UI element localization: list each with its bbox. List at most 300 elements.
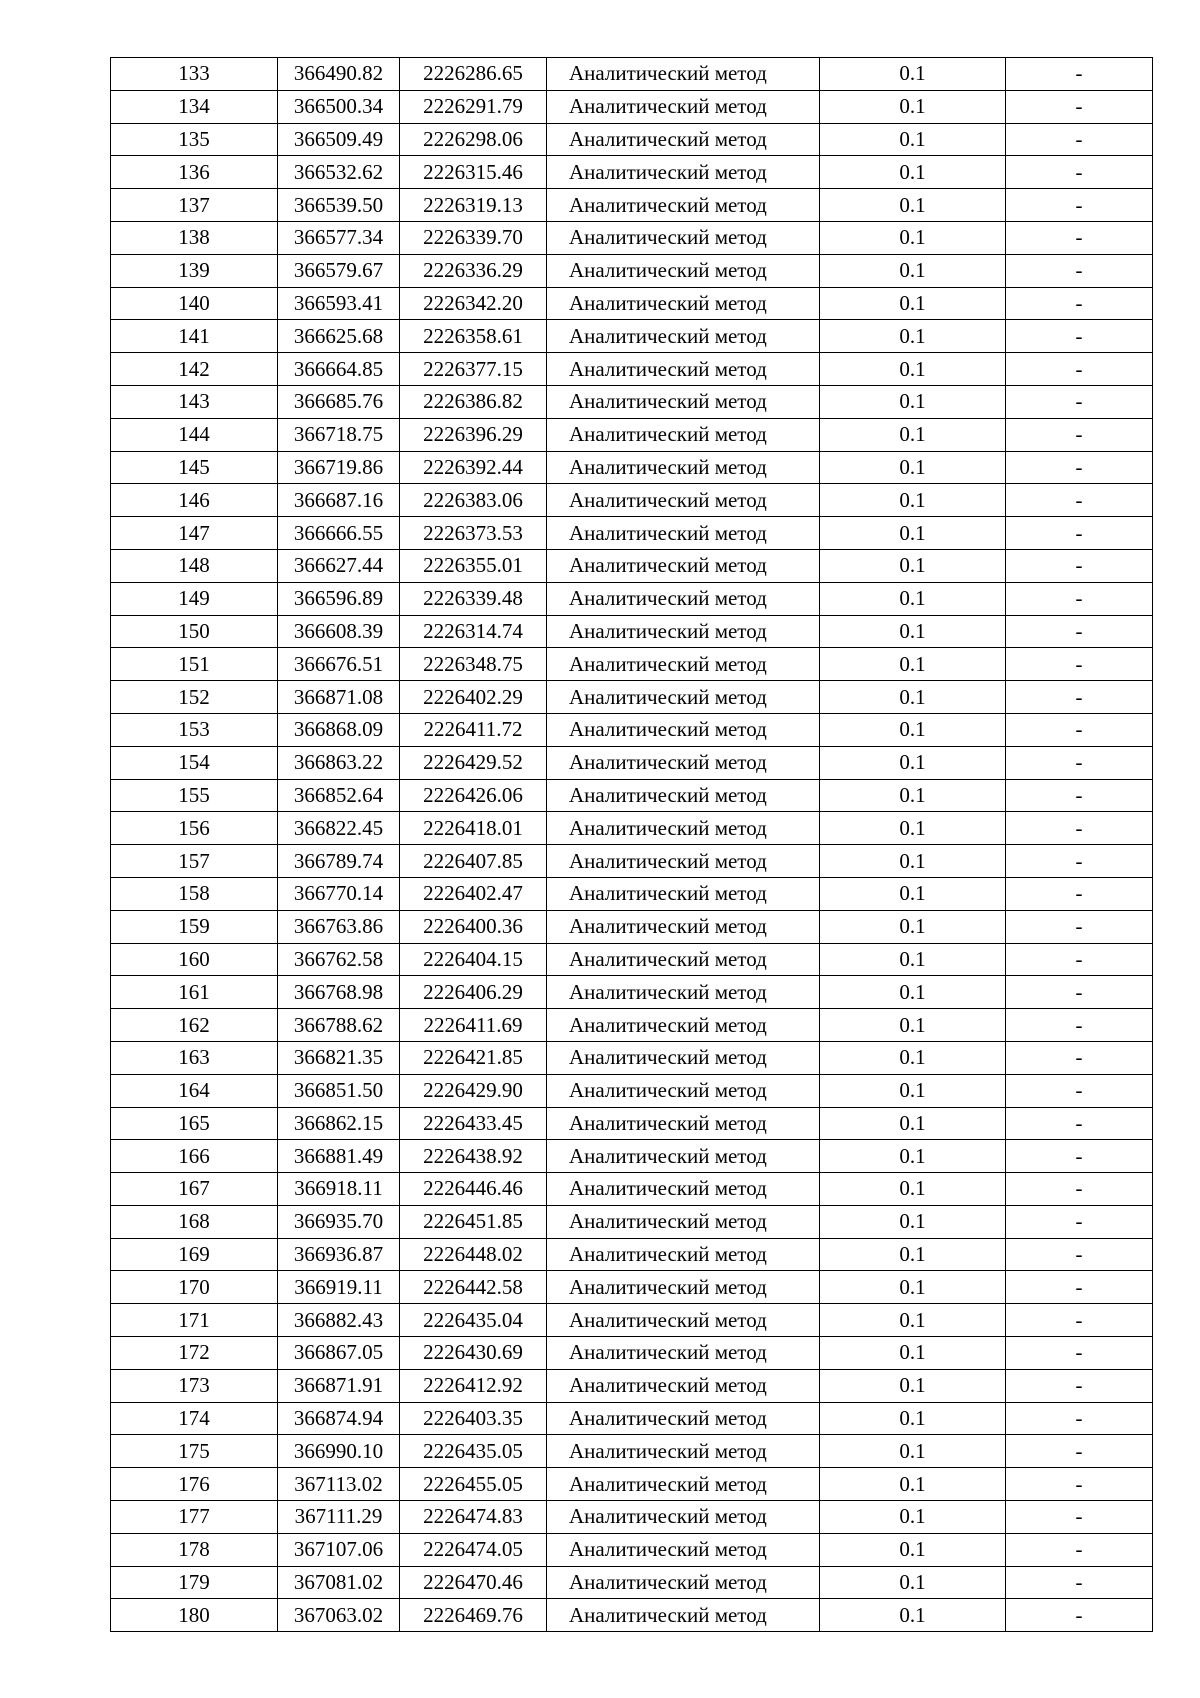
point-number-cell: 133 bbox=[111, 58, 278, 91]
point-number-cell: 150 bbox=[111, 615, 278, 648]
point-number-cell: 154 bbox=[111, 746, 278, 779]
point-number-cell: 137 bbox=[111, 189, 278, 222]
y-coordinate-cell: 2226426.06 bbox=[400, 779, 547, 812]
point-number-cell: 180 bbox=[111, 1599, 278, 1632]
method-cell: Аналитический метод bbox=[547, 910, 820, 943]
accuracy-cell: 0.1 bbox=[820, 812, 1006, 845]
accuracy-cell: 0.1 bbox=[820, 1304, 1006, 1337]
description-cell: - bbox=[1006, 1566, 1153, 1599]
description-cell: - bbox=[1006, 615, 1153, 648]
method-cell: Аналитический метод bbox=[547, 1107, 820, 1140]
method-cell: Аналитический метод bbox=[547, 1501, 820, 1534]
x-coordinate-cell: 366852.64 bbox=[278, 779, 400, 812]
accuracy-cell: 0.1 bbox=[820, 976, 1006, 1009]
method-cell: Аналитический метод bbox=[547, 1369, 820, 1402]
y-coordinate-cell: 2226435.04 bbox=[400, 1304, 547, 1337]
method-cell: Аналитический метод bbox=[547, 1337, 820, 1370]
table-row bbox=[111, 1074, 1153, 1107]
x-coordinate-cell: 366676.51 bbox=[278, 648, 400, 681]
description-cell: - bbox=[1006, 320, 1153, 353]
table-row bbox=[111, 58, 1153, 91]
accuracy-cell: 0.1 bbox=[820, 320, 1006, 353]
x-coordinate-cell: 366882.43 bbox=[278, 1304, 400, 1337]
method-cell: Аналитический метод bbox=[547, 681, 820, 714]
point-number-cell: 166 bbox=[111, 1140, 278, 1173]
method-cell: Аналитический метод bbox=[547, 156, 820, 189]
method-cell: Аналитический метод bbox=[547, 713, 820, 746]
description-cell: - bbox=[1006, 845, 1153, 878]
accuracy-cell: 0.1 bbox=[820, 1599, 1006, 1632]
table-row bbox=[111, 1337, 1153, 1370]
point-number-cell: 146 bbox=[111, 484, 278, 517]
y-coordinate-cell: 2226402.29 bbox=[400, 681, 547, 714]
y-coordinate-cell: 2226392.44 bbox=[400, 451, 547, 484]
y-coordinate-cell: 2226315.46 bbox=[400, 156, 547, 189]
x-coordinate-cell: 366685.76 bbox=[278, 385, 400, 418]
x-coordinate-cell: 366539.50 bbox=[278, 189, 400, 222]
accuracy-cell: 0.1 bbox=[820, 582, 1006, 615]
description-cell: - bbox=[1006, 1041, 1153, 1074]
table-row bbox=[111, 418, 1153, 451]
x-coordinate-cell: 366500.34 bbox=[278, 90, 400, 123]
accuracy-cell: 0.1 bbox=[820, 1402, 1006, 1435]
description-cell: - bbox=[1006, 812, 1153, 845]
description-cell: - bbox=[1006, 1599, 1153, 1632]
table-row bbox=[111, 976, 1153, 1009]
accuracy-cell: 0.1 bbox=[820, 385, 1006, 418]
y-coordinate-cell: 2226348.75 bbox=[400, 648, 547, 681]
accuracy-cell: 0.1 bbox=[820, 746, 1006, 779]
table-row bbox=[111, 746, 1153, 779]
accuracy-cell: 0.1 bbox=[820, 1205, 1006, 1238]
table-row bbox=[111, 189, 1153, 222]
method-cell: Аналитический метод bbox=[547, 1009, 820, 1042]
x-coordinate-cell: 366788.62 bbox=[278, 1009, 400, 1042]
x-coordinate-cell: 366762.58 bbox=[278, 943, 400, 976]
x-coordinate-cell: 366867.05 bbox=[278, 1337, 400, 1370]
x-coordinate-cell: 366851.50 bbox=[278, 1074, 400, 1107]
table-row bbox=[111, 549, 1153, 582]
point-number-cell: 144 bbox=[111, 418, 278, 451]
accuracy-cell: 0.1 bbox=[820, 1566, 1006, 1599]
table-row bbox=[111, 648, 1153, 681]
accuracy-cell: 0.1 bbox=[820, 90, 1006, 123]
method-cell: Аналитический метод bbox=[547, 418, 820, 451]
table-row bbox=[111, 1304, 1153, 1337]
accuracy-cell: 0.1 bbox=[820, 353, 1006, 386]
method-cell: Аналитический метод bbox=[547, 845, 820, 878]
accuracy-cell: 0.1 bbox=[820, 549, 1006, 582]
accuracy-cell: 0.1 bbox=[820, 1271, 1006, 1304]
description-cell: - bbox=[1006, 943, 1153, 976]
accuracy-cell: 0.1 bbox=[820, 1501, 1006, 1534]
y-coordinate-cell: 2226433.45 bbox=[400, 1107, 547, 1140]
accuracy-cell: 0.1 bbox=[820, 1107, 1006, 1140]
coordinates-table-body bbox=[111, 58, 1153, 1632]
method-cell: Аналитический метод bbox=[547, 484, 820, 517]
table-row bbox=[111, 1435, 1153, 1468]
method-cell: Аналитический метод bbox=[547, 517, 820, 550]
method-cell: Аналитический метод bbox=[547, 779, 820, 812]
point-number-cell: 177 bbox=[111, 1501, 278, 1534]
description-cell: - bbox=[1006, 287, 1153, 320]
table-row bbox=[111, 615, 1153, 648]
y-coordinate-cell: 2226286.65 bbox=[400, 58, 547, 91]
accuracy-cell: 0.1 bbox=[820, 1533, 1006, 1566]
method-cell: Аналитический метод bbox=[547, 549, 820, 582]
point-number-cell: 153 bbox=[111, 713, 278, 746]
accuracy-cell: 0.1 bbox=[820, 615, 1006, 648]
x-coordinate-cell: 366719.86 bbox=[278, 451, 400, 484]
x-coordinate-cell: 366821.35 bbox=[278, 1041, 400, 1074]
description-cell: - bbox=[1006, 549, 1153, 582]
method-cell: Аналитический метод bbox=[547, 746, 820, 779]
table-row bbox=[111, 845, 1153, 878]
description-cell: - bbox=[1006, 451, 1153, 484]
accuracy-cell: 0.1 bbox=[820, 1173, 1006, 1206]
method-cell: Аналитический метод bbox=[547, 221, 820, 254]
description-cell: - bbox=[1006, 582, 1153, 615]
point-number-cell: 151 bbox=[111, 648, 278, 681]
description-cell: - bbox=[1006, 1369, 1153, 1402]
accuracy-cell: 0.1 bbox=[820, 254, 1006, 287]
x-coordinate-cell: 366874.94 bbox=[278, 1402, 400, 1435]
table-row bbox=[111, 1041, 1153, 1074]
accuracy-cell: 0.1 bbox=[820, 123, 1006, 156]
coordinates-table bbox=[110, 57, 1153, 1632]
description-cell: - bbox=[1006, 976, 1153, 1009]
method-cell: Аналитический метод bbox=[547, 1304, 820, 1337]
y-coordinate-cell: 2226336.29 bbox=[400, 254, 547, 287]
point-number-cell: 140 bbox=[111, 287, 278, 320]
accuracy-cell: 0.1 bbox=[820, 58, 1006, 91]
description-cell: - bbox=[1006, 58, 1153, 91]
description-cell: - bbox=[1006, 1501, 1153, 1534]
x-coordinate-cell: 366871.08 bbox=[278, 681, 400, 714]
table-row bbox=[111, 779, 1153, 812]
x-coordinate-cell: 366577.34 bbox=[278, 221, 400, 254]
point-number-cell: 149 bbox=[111, 582, 278, 615]
accuracy-cell: 0.1 bbox=[820, 681, 1006, 714]
description-cell: - bbox=[1006, 910, 1153, 943]
accuracy-cell: 0.1 bbox=[820, 1468, 1006, 1501]
description-cell: - bbox=[1006, 1074, 1153, 1107]
y-coordinate-cell: 2226435.05 bbox=[400, 1435, 547, 1468]
point-number-cell: 174 bbox=[111, 1402, 278, 1435]
method-cell: Аналитический метод bbox=[547, 1271, 820, 1304]
table-row bbox=[111, 451, 1153, 484]
x-coordinate-cell: 366862.15 bbox=[278, 1107, 400, 1140]
accuracy-cell: 0.1 bbox=[820, 156, 1006, 189]
point-number-cell: 141 bbox=[111, 320, 278, 353]
x-coordinate-cell: 366625.68 bbox=[278, 320, 400, 353]
description-cell: - bbox=[1006, 189, 1153, 222]
table-row bbox=[111, 1205, 1153, 1238]
point-number-cell: 138 bbox=[111, 221, 278, 254]
description-cell: - bbox=[1006, 156, 1153, 189]
table-row bbox=[111, 1402, 1153, 1435]
accuracy-cell: 0.1 bbox=[820, 1435, 1006, 1468]
table-row bbox=[111, 713, 1153, 746]
y-coordinate-cell: 2226342.20 bbox=[400, 287, 547, 320]
table-row bbox=[111, 910, 1153, 943]
y-coordinate-cell: 2226430.69 bbox=[400, 1337, 547, 1370]
description-cell: - bbox=[1006, 1238, 1153, 1271]
table-row bbox=[111, 156, 1153, 189]
x-coordinate-cell: 366596.89 bbox=[278, 582, 400, 615]
x-coordinate-cell: 366871.91 bbox=[278, 1369, 400, 1402]
y-coordinate-cell: 2226429.52 bbox=[400, 746, 547, 779]
table-row bbox=[111, 1173, 1153, 1206]
y-coordinate-cell: 2226386.82 bbox=[400, 385, 547, 418]
y-coordinate-cell: 2226355.01 bbox=[400, 549, 547, 582]
table-row bbox=[111, 353, 1153, 386]
accuracy-cell: 0.1 bbox=[820, 1369, 1006, 1402]
method-cell: Аналитический метод bbox=[547, 1435, 820, 1468]
table-row bbox=[111, 1140, 1153, 1173]
x-coordinate-cell: 367063.02 bbox=[278, 1599, 400, 1632]
x-coordinate-cell: 367111.29 bbox=[278, 1501, 400, 1534]
table-row bbox=[111, 90, 1153, 123]
description-cell: - bbox=[1006, 1402, 1153, 1435]
method-cell: Аналитический метод bbox=[547, 1468, 820, 1501]
point-number-cell: 172 bbox=[111, 1337, 278, 1370]
point-number-cell: 134 bbox=[111, 90, 278, 123]
x-coordinate-cell: 366509.49 bbox=[278, 123, 400, 156]
description-cell: - bbox=[1006, 1173, 1153, 1206]
x-coordinate-cell: 366627.44 bbox=[278, 549, 400, 582]
description-cell: - bbox=[1006, 779, 1153, 812]
x-coordinate-cell: 366868.09 bbox=[278, 713, 400, 746]
method-cell: Аналитический метод bbox=[547, 1566, 820, 1599]
table-row bbox=[111, 123, 1153, 156]
x-coordinate-cell: 366718.75 bbox=[278, 418, 400, 451]
x-coordinate-cell: 366919.11 bbox=[278, 1271, 400, 1304]
y-coordinate-cell: 2226474.05 bbox=[400, 1533, 547, 1566]
table-row bbox=[111, 1009, 1153, 1042]
x-coordinate-cell: 366936.87 bbox=[278, 1238, 400, 1271]
method-cell: Аналитический метод bbox=[547, 943, 820, 976]
point-number-cell: 178 bbox=[111, 1533, 278, 1566]
point-number-cell: 171 bbox=[111, 1304, 278, 1337]
y-coordinate-cell: 2226418.01 bbox=[400, 812, 547, 845]
point-number-cell: 152 bbox=[111, 681, 278, 714]
description-cell: - bbox=[1006, 746, 1153, 779]
y-coordinate-cell: 2226412.92 bbox=[400, 1369, 547, 1402]
point-number-cell: 170 bbox=[111, 1271, 278, 1304]
table-row bbox=[111, 1107, 1153, 1140]
accuracy-cell: 0.1 bbox=[820, 451, 1006, 484]
method-cell: Аналитический метод bbox=[547, 1238, 820, 1271]
y-coordinate-cell: 2226438.92 bbox=[400, 1140, 547, 1173]
description-cell: - bbox=[1006, 221, 1153, 254]
y-coordinate-cell: 2226404.15 bbox=[400, 943, 547, 976]
table-row bbox=[111, 1501, 1153, 1534]
point-number-cell: 167 bbox=[111, 1173, 278, 1206]
x-coordinate-cell: 366789.74 bbox=[278, 845, 400, 878]
description-cell: - bbox=[1006, 418, 1153, 451]
table-row bbox=[111, 221, 1153, 254]
point-number-cell: 157 bbox=[111, 845, 278, 878]
method-cell: Аналитический метод bbox=[547, 1599, 820, 1632]
y-coordinate-cell: 2226407.85 bbox=[400, 845, 547, 878]
y-coordinate-cell: 2226373.53 bbox=[400, 517, 547, 550]
y-coordinate-cell: 2226377.15 bbox=[400, 353, 547, 386]
y-coordinate-cell: 2226298.06 bbox=[400, 123, 547, 156]
accuracy-cell: 0.1 bbox=[820, 1337, 1006, 1370]
x-coordinate-cell: 366990.10 bbox=[278, 1435, 400, 1468]
point-number-cell: 164 bbox=[111, 1074, 278, 1107]
description-cell: - bbox=[1006, 90, 1153, 123]
x-coordinate-cell: 366881.49 bbox=[278, 1140, 400, 1173]
method-cell: Аналитический метод bbox=[547, 189, 820, 222]
point-number-cell: 161 bbox=[111, 976, 278, 1009]
description-cell: - bbox=[1006, 254, 1153, 287]
table-row bbox=[111, 1566, 1153, 1599]
y-coordinate-cell: 2226411.69 bbox=[400, 1009, 547, 1042]
description-cell: - bbox=[1006, 1271, 1153, 1304]
x-coordinate-cell: 366770.14 bbox=[278, 877, 400, 910]
point-number-cell: 145 bbox=[111, 451, 278, 484]
description-cell: - bbox=[1006, 517, 1153, 550]
y-coordinate-cell: 2226411.72 bbox=[400, 713, 547, 746]
method-cell: Аналитический метод bbox=[547, 58, 820, 91]
point-number-cell: 159 bbox=[111, 910, 278, 943]
x-coordinate-cell: 366664.85 bbox=[278, 353, 400, 386]
method-cell: Аналитический метод bbox=[547, 1140, 820, 1173]
accuracy-cell: 0.1 bbox=[820, 648, 1006, 681]
description-cell: - bbox=[1006, 713, 1153, 746]
description-cell: - bbox=[1006, 1533, 1153, 1566]
accuracy-cell: 0.1 bbox=[820, 943, 1006, 976]
x-coordinate-cell: 366935.70 bbox=[278, 1205, 400, 1238]
description-cell: - bbox=[1006, 1009, 1153, 1042]
x-coordinate-cell: 366687.16 bbox=[278, 484, 400, 517]
x-coordinate-cell: 366918.11 bbox=[278, 1173, 400, 1206]
accuracy-cell: 0.1 bbox=[820, 845, 1006, 878]
y-coordinate-cell: 2226429.90 bbox=[400, 1074, 547, 1107]
point-number-cell: 169 bbox=[111, 1238, 278, 1271]
method-cell: Аналитический метод bbox=[547, 582, 820, 615]
description-cell: - bbox=[1006, 1468, 1153, 1501]
y-coordinate-cell: 2226339.70 bbox=[400, 221, 547, 254]
method-cell: Аналитический метод bbox=[547, 90, 820, 123]
description-cell: - bbox=[1006, 648, 1153, 681]
table-row bbox=[111, 943, 1153, 976]
accuracy-cell: 0.1 bbox=[820, 517, 1006, 550]
method-cell: Аналитический метод bbox=[547, 877, 820, 910]
table-row bbox=[111, 812, 1153, 845]
point-number-cell: 176 bbox=[111, 1468, 278, 1501]
point-number-cell: 162 bbox=[111, 1009, 278, 1042]
x-coordinate-cell: 366593.41 bbox=[278, 287, 400, 320]
y-coordinate-cell: 2226455.05 bbox=[400, 1468, 547, 1501]
table-row bbox=[111, 1271, 1153, 1304]
point-number-cell: 158 bbox=[111, 877, 278, 910]
x-coordinate-cell: 366666.55 bbox=[278, 517, 400, 550]
description-cell: - bbox=[1006, 1140, 1153, 1173]
y-coordinate-cell: 2226451.85 bbox=[400, 1205, 547, 1238]
accuracy-cell: 0.1 bbox=[820, 418, 1006, 451]
point-number-cell: 147 bbox=[111, 517, 278, 550]
description-cell: - bbox=[1006, 681, 1153, 714]
method-cell: Аналитический метод bbox=[547, 812, 820, 845]
x-coordinate-cell: 366532.62 bbox=[278, 156, 400, 189]
x-coordinate-cell: 367107.06 bbox=[278, 1533, 400, 1566]
method-cell: Аналитический метод bbox=[547, 1402, 820, 1435]
x-coordinate-cell: 366863.22 bbox=[278, 746, 400, 779]
y-coordinate-cell: 2226470.46 bbox=[400, 1566, 547, 1599]
point-number-cell: 173 bbox=[111, 1369, 278, 1402]
accuracy-cell: 0.1 bbox=[820, 1238, 1006, 1271]
method-cell: Аналитический метод bbox=[547, 123, 820, 156]
x-coordinate-cell: 366763.86 bbox=[278, 910, 400, 943]
point-number-cell: 155 bbox=[111, 779, 278, 812]
point-number-cell: 156 bbox=[111, 812, 278, 845]
description-cell: - bbox=[1006, 1107, 1153, 1140]
y-coordinate-cell: 2226448.02 bbox=[400, 1238, 547, 1271]
x-coordinate-cell: 366490.82 bbox=[278, 58, 400, 91]
accuracy-cell: 0.1 bbox=[820, 1140, 1006, 1173]
point-number-cell: 139 bbox=[111, 254, 278, 287]
point-number-cell: 165 bbox=[111, 1107, 278, 1140]
x-coordinate-cell: 366608.39 bbox=[278, 615, 400, 648]
point-number-cell: 148 bbox=[111, 549, 278, 582]
x-coordinate-cell: 366822.45 bbox=[278, 812, 400, 845]
description-cell: - bbox=[1006, 484, 1153, 517]
point-number-cell: 179 bbox=[111, 1566, 278, 1599]
point-number-cell: 136 bbox=[111, 156, 278, 189]
y-coordinate-cell: 2226474.83 bbox=[400, 1501, 547, 1534]
accuracy-cell: 0.1 bbox=[820, 910, 1006, 943]
method-cell: Аналитический метод bbox=[547, 1205, 820, 1238]
x-coordinate-cell: 367113.02 bbox=[278, 1468, 400, 1501]
table-row bbox=[111, 582, 1153, 615]
point-number-cell: 168 bbox=[111, 1205, 278, 1238]
method-cell: Аналитический метод bbox=[547, 1074, 820, 1107]
y-coordinate-cell: 2226469.76 bbox=[400, 1599, 547, 1632]
description-cell: - bbox=[1006, 353, 1153, 386]
method-cell: Аналитический метод bbox=[547, 648, 820, 681]
y-coordinate-cell: 2226402.47 bbox=[400, 877, 547, 910]
method-cell: Аналитический метод bbox=[547, 1533, 820, 1566]
table-row bbox=[111, 517, 1153, 550]
description-cell: - bbox=[1006, 1337, 1153, 1370]
description-cell: - bbox=[1006, 1435, 1153, 1468]
y-coordinate-cell: 2226446.46 bbox=[400, 1173, 547, 1206]
x-coordinate-cell: 367081.02 bbox=[278, 1566, 400, 1599]
table-row bbox=[111, 320, 1153, 353]
accuracy-cell: 0.1 bbox=[820, 484, 1006, 517]
accuracy-cell: 0.1 bbox=[820, 221, 1006, 254]
accuracy-cell: 0.1 bbox=[820, 189, 1006, 222]
table-row bbox=[111, 1533, 1153, 1566]
y-coordinate-cell: 2226314.74 bbox=[400, 615, 547, 648]
table-row bbox=[111, 287, 1153, 320]
table-row bbox=[111, 1599, 1153, 1632]
y-coordinate-cell: 2226339.48 bbox=[400, 582, 547, 615]
table-row bbox=[111, 254, 1153, 287]
table-row bbox=[111, 385, 1153, 418]
table-row bbox=[111, 484, 1153, 517]
point-number-cell: 142 bbox=[111, 353, 278, 386]
description-cell: - bbox=[1006, 877, 1153, 910]
description-cell: - bbox=[1006, 1304, 1153, 1337]
point-number-cell: 163 bbox=[111, 1041, 278, 1074]
accuracy-cell: 0.1 bbox=[820, 1009, 1006, 1042]
method-cell: Аналитический метод bbox=[547, 615, 820, 648]
table-row bbox=[111, 1369, 1153, 1402]
